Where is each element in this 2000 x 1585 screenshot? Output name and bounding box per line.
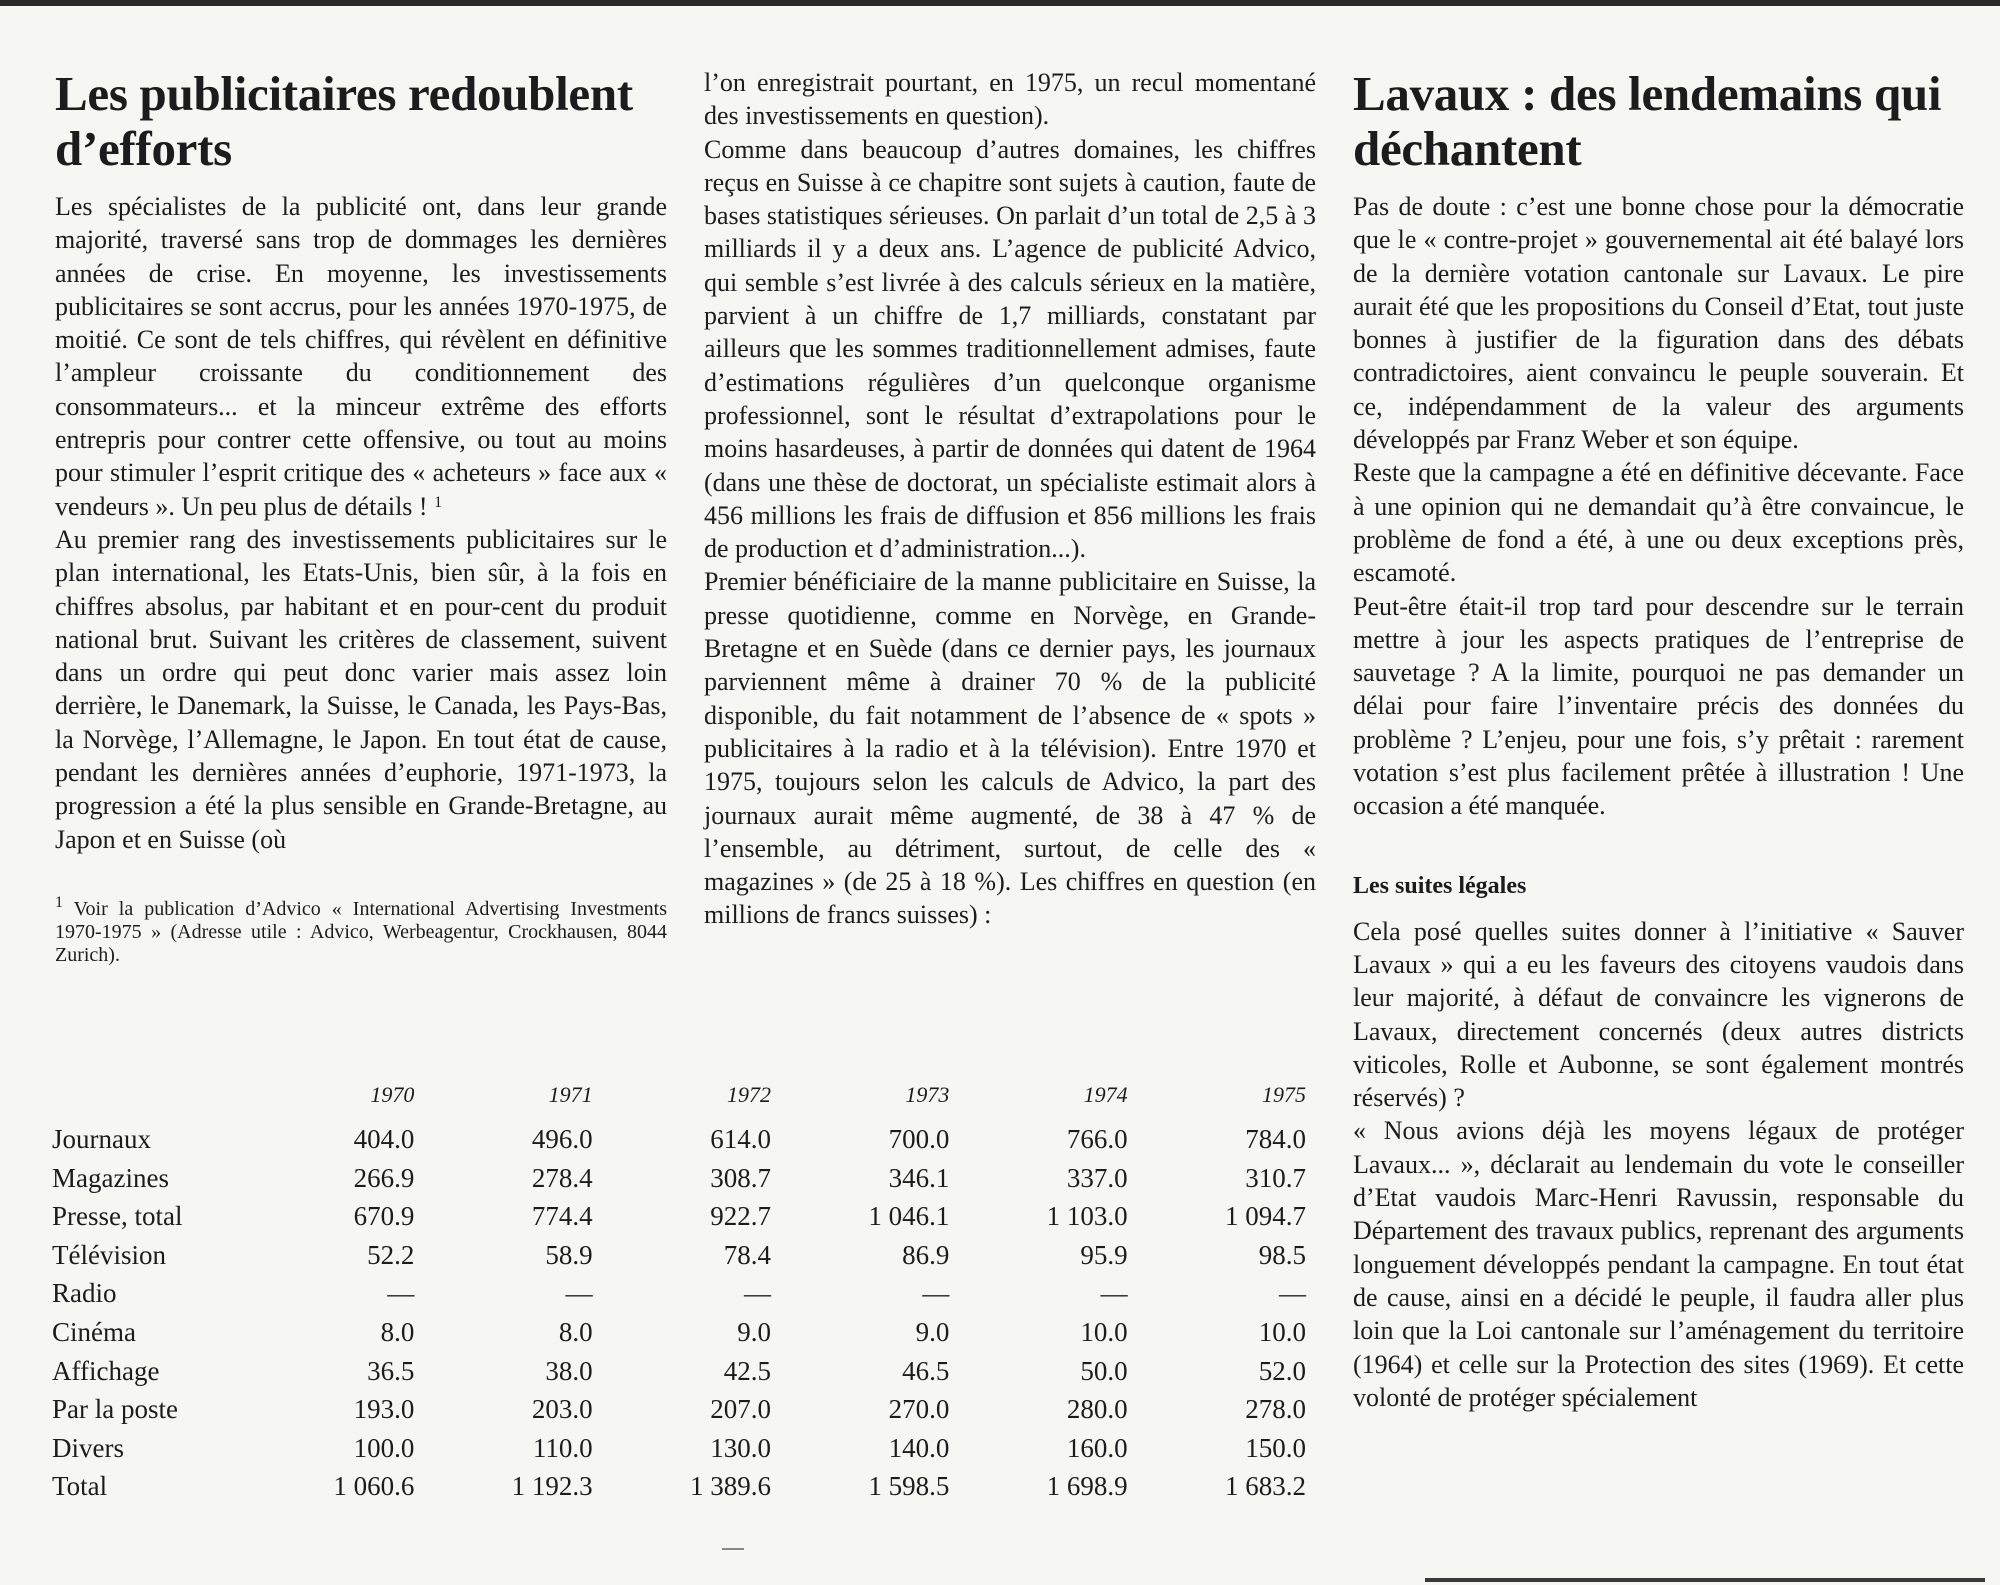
article1-title: Les publicitaires redoublent d’efforts xyxy=(55,66,633,176)
table-cell: 10.0 xyxy=(1080,1316,1128,1347)
table-cell: 100.0 xyxy=(353,1432,415,1463)
table-cell: 86.9 xyxy=(902,1239,950,1270)
table-cell: 78.4 xyxy=(723,1239,771,1270)
footnote-ref: 1 xyxy=(434,493,443,511)
table-row xyxy=(50,1429,1320,1468)
table-header-row xyxy=(50,1082,1320,1120)
table-cell: 1 598.5 xyxy=(868,1471,950,1502)
table-row xyxy=(50,1313,1320,1352)
table-cell: 346.1 xyxy=(888,1162,950,1193)
article1-column-2 xyxy=(704,66,1316,932)
footnote-mark: 1 xyxy=(55,893,63,911)
table-cell: 784.0 xyxy=(1245,1124,1306,1154)
footnote: $^1$ Voir la publication d’Advico « International Advertising Investments 1970-1975 » (Adresse utile : Advico, Werbeagentur, Crockhausen, 8044 Zurich). xyxy=(55,893,667,966)
table-cell: 774.4 xyxy=(531,1201,593,1232)
table-cell: 766.0 xyxy=(1066,1124,1128,1154)
table-body xyxy=(50,1120,1320,1506)
table-cell: 1 698.9 xyxy=(1046,1471,1128,1502)
table-cell: 1 046.1 xyxy=(868,1201,950,1232)
table-cell: 337.0 xyxy=(1066,1162,1128,1193)
row-label: Presse, total xyxy=(52,1201,183,1232)
advertising-table xyxy=(50,1082,1320,1506)
table-row xyxy=(50,1120,1320,1159)
table-cell: 46.5 xyxy=(902,1355,950,1386)
table-cell: 52.2 xyxy=(367,1239,415,1270)
table-cell: 270.0 xyxy=(888,1394,950,1425)
table-cell: 1 094.7 xyxy=(1225,1201,1306,1232)
article1-paragraph: Au premier rang des investissements publicitaires sur le plan international, les Etats-Unis, bien sûr, à la fois en chiffres absolus, par habitant et en pour-cent du produit national brut. Suivant les critères de classement, suivent dans un ordre qui peut donc varier mais assez loin derrière, le Danemark, la Suisse, le Canada, les Pays-Bas, la Norvège, l’Allemagne, le Japon. En tout état de cause, pendant les dernières années d’euphorie, 1971-1973, la progression a été la plus sensible en Grande-Bretagne, au Japon et en Suisse (où xyxy=(55,524,667,854)
table-cell: — xyxy=(565,1278,593,1309)
year-header: 1974 xyxy=(1083,1082,1128,1107)
table-cell: 150.0 xyxy=(1245,1432,1306,1463)
top-border xyxy=(0,0,2000,6)
article1-column-1 xyxy=(55,66,667,967)
table-cell: — xyxy=(1100,1278,1128,1309)
article2-subheading: Les suites légales xyxy=(1353,872,1527,899)
advertising-investment-table xyxy=(50,1082,1320,1506)
table-cell: 140.0 xyxy=(888,1432,950,1463)
table-cell: 9.0 xyxy=(915,1316,950,1347)
table-corner xyxy=(50,1082,250,1120)
year-header: 1972 xyxy=(726,1082,771,1107)
article2-paragraph: Cela posé quelles suites donner à l’initiative « Sauver Lavaux » qui a eu les faveurs des citoyens vaudois dans leur majorité, à défaut de convaincre les vignerons de Lavaux, directement concernés (deux autres districts viticoles, Rolle et Aubonne, se sont également montrés réservés) ? xyxy=(1353,916,1964,1113)
row-label: Télévision xyxy=(52,1239,166,1270)
table-row xyxy=(50,1197,1320,1236)
table-cell: 203.0 xyxy=(531,1394,593,1425)
year-header: 1973 xyxy=(905,1082,950,1107)
table-cell: 1 389.6 xyxy=(689,1471,771,1502)
table-cell: 38.0 xyxy=(545,1355,593,1386)
table-cell: 110.0 xyxy=(532,1432,593,1463)
row-label: Divers xyxy=(52,1432,124,1463)
table-cell: 42.5 xyxy=(723,1355,771,1386)
year-header: 1975 xyxy=(1262,1082,1306,1107)
table-cell: 1 103.0 xyxy=(1046,1201,1128,1232)
row-label: Cinéma xyxy=(52,1316,136,1347)
table-cell: — xyxy=(922,1278,950,1309)
table-cell: 496.0 xyxy=(531,1124,593,1154)
article2-paragraph: Pas de doute : c’est une bonne chose pour la démocratie que le « contre-projet » gouvernemental ait été balayé lors de la dernière votation cantonale sur Lavaux. Le pire aurait été que les propositions du Conseil d’Etat, tout juste bonnes à justifier de la figuration dans des débats contradictoires, aient convaincu le peuple souverain. Et ce, indépendamment de la valeur des arguments développés par Franz Weber et son équipe. xyxy=(1353,192,1964,455)
table-cell: 207.0 xyxy=(710,1394,771,1425)
bottom-rule xyxy=(1425,1578,1985,1582)
table-cell: 52.0 xyxy=(1258,1355,1306,1386)
row-label: Total xyxy=(52,1471,108,1502)
table-row xyxy=(50,1467,1320,1506)
table-cell: 614.0 xyxy=(710,1124,771,1154)
table-cell: 98.5 xyxy=(1258,1239,1306,1270)
article1-paragraph: Premier bénéficiaire de la manne publicitaire en Suisse, la presse quotidienne, comme en Norvège, en Grande-Bretagne et en Suède (dans ce dernier pays, les journaux parviennent même à drainer 70 % de la publicité disponible, du fait notamment de l’absence de « spots » publicitaires à la radio et à la télévision). Entre 1970 et 1975, toujours selon les calculs de Advico, la part des journaux aurait même augmenté, de 38 à 47 % de l’ensemble, au détriment, surtout, de celle des « magazines » (de 25 à 18 %). Les chiffres en question (en millions de francs suisses) : xyxy=(704,567,1316,930)
row-label: Journaux xyxy=(52,1124,151,1154)
table-cell: 9.0 xyxy=(737,1316,771,1347)
table-cell: — xyxy=(387,1278,415,1309)
article1-paragraph: Comme dans beaucoup d’autres domaines, les chiffres reçus en Suisse à ce chapitre sont sujets à caution, faute de bases statistiques sérieuses. On parlait d’un total de 2,5 à 3 milliards il y a deux ans. L’agence de publicité Advico, qui semble s’est livrée à des calculs sérieux en la matière, parvient à un chiffre de 1,7 milliards, constatant par ailleurs que les sommes traditionnellement admises, faute d’estimations régulières d’un quelconque organisme professionnel, sont le résultat d’extrapolations pour le moins hasardeuses, à partir de données qui datent de 1964 (dans une thèse de doctorat, un spécialiste estimait alors à 456 millions les frais de diffusion et 856 millions les frais de production et d’administration...). xyxy=(704,134,1316,564)
table-cell: 8.0 xyxy=(380,1316,415,1347)
table-cell: — xyxy=(1279,1278,1306,1309)
table-cell: 278.0 xyxy=(1245,1394,1306,1425)
table-cell: — xyxy=(743,1278,771,1309)
table-cell: 193.0 xyxy=(353,1394,415,1425)
table-cell: 404.0 xyxy=(353,1124,415,1154)
table-cell: 1 192.3 xyxy=(511,1471,593,1502)
article2-paragraph: « Nous avions déjà les moyens légaux de protéger Lavaux... », déclarait au lendemain du vote le conseiller d’Etat vaudois Marc-Henri Ravussin, responsable du Département des travaux publics, reprenant des arguments longuement développés pendant la campagne. En tout état de cause, ainsi en a décidé le peuple, il faudra aller plus loin que la Loi cantonale sur l’aménagement du territoire (1964) et celle sur la Protection des sites (1969). Et cette volonté de protéger spécialement xyxy=(1353,1116,1964,1412)
row-label: Magazines xyxy=(52,1162,169,1193)
table-cell: 10.0 xyxy=(1258,1316,1306,1347)
row-label: Affichage xyxy=(52,1355,160,1386)
table-cell: 1 683.2 xyxy=(1225,1471,1306,1502)
article1-paragraph: l’on enregistrait pourtant, en 1975, un recul momentané des investissements en question). xyxy=(704,68,1316,131)
article1-paragraph: Les spécialistes de la publicité ont, dans leur grande majorité, traversé sans trop de dommages les dernières années de crise. En moyenne, les investissements publicitaires se sont accrus, pour les années 1970-1975, de moitié. Ce sont de tels chiffres, qui révèlent en définitive l’ampleur croissante du conditionnement des consommateurs... et la minceur extrême des efforts entrepris pour contrer cette offensive, ou tout au moins pour stimuler l’esprit critique des « acheteurs » face aux « vendeurs ». Un peu plus de détails ! $^1$ xyxy=(55,192,667,521)
table-row xyxy=(50,1236,1320,1275)
table-cell: 58.9 xyxy=(545,1239,593,1270)
year-header: 1970 xyxy=(370,1082,415,1107)
row-label: Par la poste xyxy=(52,1394,178,1425)
table-cell: 308.7 xyxy=(710,1162,771,1193)
page-mark xyxy=(722,1548,744,1550)
table-cell: 36.5 xyxy=(367,1355,415,1386)
table-row xyxy=(50,1274,1320,1313)
table-cell: 1 060.6 xyxy=(333,1471,415,1502)
table-cell: 670.9 xyxy=(353,1201,415,1232)
table-cell: 130.0 xyxy=(710,1432,771,1463)
table-cell: 280.0 xyxy=(1066,1394,1128,1425)
table-cell: 8.0 xyxy=(558,1316,593,1347)
article2-column xyxy=(1353,66,1964,1414)
article2-paragraph: Peut-être était-il trop tard pour descendre sur le terrain mettre à jour les aspects pratiques de l’entreprise de sauvetage ? A la limite, pourquoi ne pas demander un délai pour faire l’inventaire précis des données du problème ? L’enjeu, pour une fois, s’y prêtait : rarement votation s’est plus facilement prêtée à illustration ! Une occasion a été manquée. xyxy=(1353,591,1964,821)
table-cell: 95.9 xyxy=(1080,1239,1128,1270)
table-cell: 700.0 xyxy=(888,1124,950,1154)
table-cell: 266.9 xyxy=(353,1162,415,1193)
table-cell: 310.7 xyxy=(1245,1162,1306,1193)
table-row xyxy=(50,1390,1320,1429)
article2-paragraph: Reste que la campagne a été en définitive décevante. Face à une opinion qui ne demandait qu’à être convaincue, le problème de fond a été, à une ou deux exceptions près, escamoté. xyxy=(1353,458,1964,588)
row-label: Radio xyxy=(52,1278,117,1309)
table-row xyxy=(50,1159,1320,1198)
table-cell: 922.7 xyxy=(710,1201,771,1232)
table-cell: 160.0 xyxy=(1066,1432,1128,1463)
table-cell: 278.4 xyxy=(531,1162,593,1193)
year-header: 1971 xyxy=(548,1082,593,1107)
table-cell: 50.0 xyxy=(1080,1355,1128,1386)
table-row xyxy=(50,1352,1320,1391)
article2-title: Lavaux : des lendemains qui déchantent xyxy=(1353,66,1942,176)
